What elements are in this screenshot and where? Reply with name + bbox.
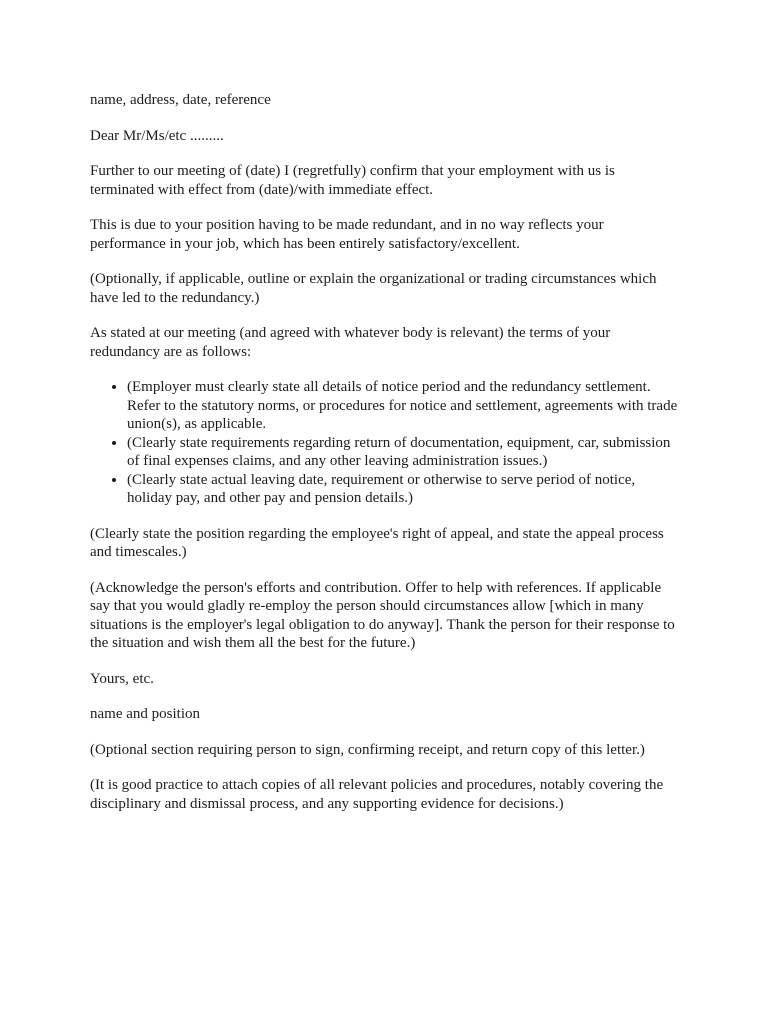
paragraph-good-practice: (It is good practice to attach copies of all relevant policies and procedures, notably covering the disciplinary and dismissal process, and any supporting evidence for decisions.) — [90, 777, 664, 812]
bullet-item-notice-settlement: • (Employer must clearly state all details of notice period and the redundancy settlement. Refer to the statutory norms, or procedures for notice and settlement, agreements with trade union(s), as applicable. — [127, 378, 680, 434]
signature-line: name and position — [90, 706, 200, 722]
closing-line: Yours, etc. — [90, 670, 154, 687]
paragraph-redundancy-reason: This is due to your position having to be made redundant, and in no way reflects your performance in your job, which has been entirely satisfactory/excellent. — [90, 217, 604, 252]
paragraph-appeal-process: (Clearly state the position regarding the employee's right of appeal, and state the appeal process and timescales.) — [90, 525, 664, 560]
paragraph-acknowledge-efforts: (Acknowledge the person's efforts and contribution. Offer to help with references. If applicable say that you would gladly re-employ the person should circumstances allow [which in many situations is the employer's legal obligation to do anyway]. Thank the person for their response to the situation and wish them all the best for the future.) — [90, 579, 675, 651]
paragraph-terms-intro: As stated at our meeting (and agreed with whatever body is relevant) the terms of your redundancy are as follows: — [90, 325, 611, 360]
paragraph-optional-circumstances: (Optionally, if applicable, outline or explain the organizational or trading circumstances which have led to the redundancy.) — [90, 271, 657, 306]
terms-bullet-list — [90, 378, 680, 508]
paragraph-optional-signature: (Optional section requiring person to sign, confirming receipt, and return copy of this letter.) — [90, 741, 645, 758]
address-reference-line: name, address, date, reference — [90, 92, 271, 108]
bullet-item-leaving-date: • (Clearly state actual leaving date, requirement or otherwise to serve period of notice, holiday pay, and other pay and pension details.) — [127, 471, 680, 508]
bullet-item-return-of-property: • (Clearly state requirements regarding return of documentation, equipment, car, submission of final expenses claims, and any other leaving administration issues.) — [127, 434, 680, 471]
paragraph-meeting-confirmation: Further to our meeting of (date) I (regretfully) confirm that your employment with us is terminated with effect from (date)/with immediate effect. — [90, 163, 615, 198]
letter-body — [90, 91, 680, 830]
salutation-line: Dear Mr/Ms/etc ......... — [90, 127, 224, 144]
